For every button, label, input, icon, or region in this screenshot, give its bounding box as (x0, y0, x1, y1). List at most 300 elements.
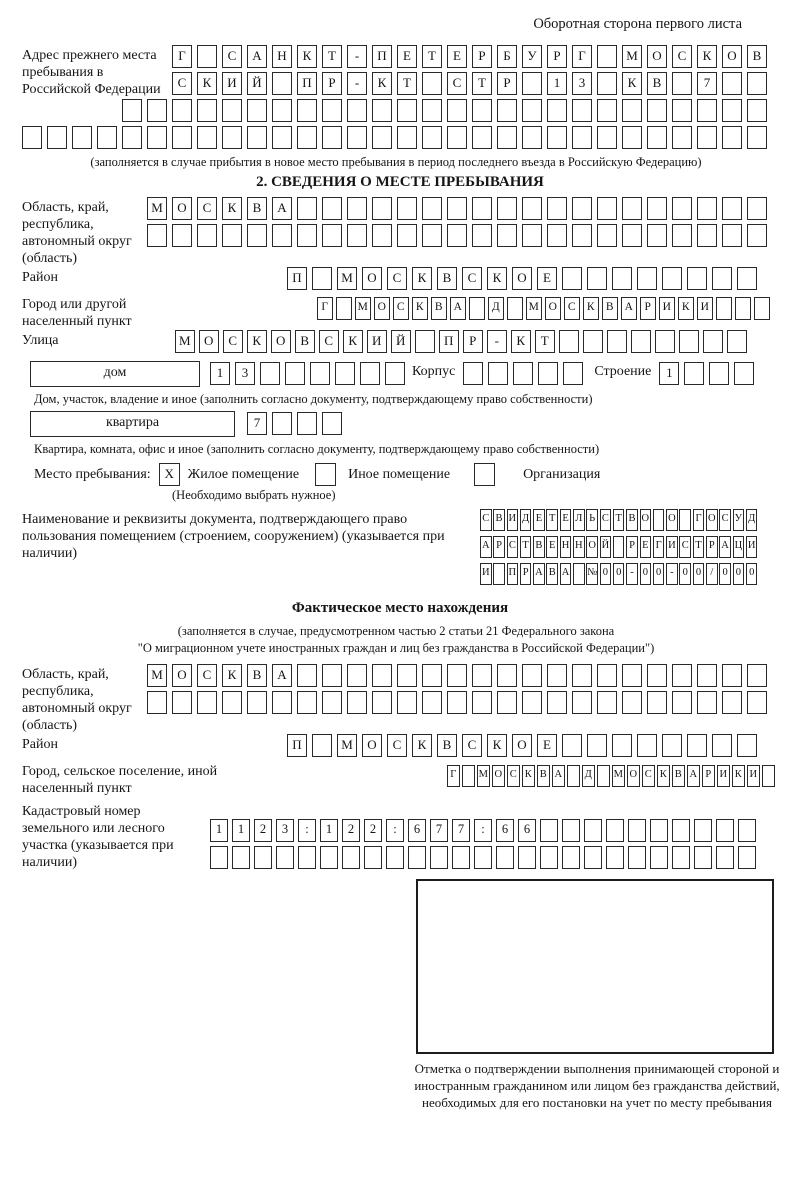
char-cell-filled[interactable]: 0 (613, 563, 625, 585)
char-cell-filled[interactable]: В (437, 734, 457, 757)
char-cell-empty[interactable] (452, 846, 470, 869)
char-cell-empty[interactable] (322, 197, 342, 220)
char-cell-empty[interactable] (584, 846, 602, 869)
char-cell-filled[interactable]: К (412, 734, 432, 757)
char-cell-empty[interactable] (513, 362, 533, 385)
char-cell-empty[interactable] (488, 362, 508, 385)
char-cell-empty[interactable] (322, 126, 342, 149)
char-cell-empty[interactable] (335, 362, 355, 385)
char-cell-empty[interactable] (472, 691, 492, 714)
char-cell-empty[interactable] (297, 99, 317, 122)
char-cell-empty[interactable] (272, 99, 292, 122)
char-cell-filled[interactable]: В (647, 72, 667, 95)
char-cell-empty[interactable] (572, 224, 592, 247)
char-cell-empty[interactable] (606, 846, 624, 869)
char-cell-filled[interactable]: К (372, 72, 392, 95)
char-cell-empty[interactable] (385, 362, 405, 385)
char-cell-empty[interactable] (597, 691, 617, 714)
char-cell-filled[interactable]: А (533, 563, 545, 585)
char-cell-empty[interactable] (538, 362, 558, 385)
char-cell-filled[interactable]: Р (706, 536, 718, 558)
char-cell-empty[interactable] (497, 197, 517, 220)
char-cell-empty[interactable] (697, 691, 717, 714)
char-cell-empty[interactable] (572, 99, 592, 122)
char-cell-empty[interactable] (622, 99, 642, 122)
char-cell-empty[interactable] (386, 846, 404, 869)
char-cell-filled[interactable]: : (386, 819, 404, 842)
char-cell-empty[interactable] (408, 846, 426, 869)
char-cell-filled[interactable]: С (679, 536, 691, 558)
char-cell-filled[interactable]: Т (397, 72, 417, 95)
char-cell-filled[interactable]: 6 (518, 819, 536, 842)
char-cell-empty[interactable] (272, 126, 292, 149)
char-cell-filled[interactable]: К (732, 765, 745, 787)
char-cell-empty[interactable] (738, 819, 756, 842)
char-cell-empty[interactable] (607, 330, 627, 353)
char-cell-empty[interactable] (547, 691, 567, 714)
char-cell-filled[interactable]: И (747, 765, 760, 787)
char-cell-empty[interactable] (716, 297, 732, 320)
char-cell-empty[interactable] (637, 267, 657, 290)
char-cell-empty[interactable] (347, 691, 367, 714)
char-cell-empty[interactable] (647, 197, 667, 220)
char-cell-empty[interactable] (672, 846, 690, 869)
char-cell-filled[interactable]: Т (613, 509, 625, 531)
char-cell-filled[interactable]: Д (488, 297, 504, 320)
char-cell-empty[interactable] (197, 126, 217, 149)
char-cell-empty[interactable] (762, 765, 775, 787)
char-cell-empty[interactable] (662, 267, 682, 290)
char-cell-empty[interactable] (572, 197, 592, 220)
char-cell-filled[interactable]: С (719, 509, 731, 531)
char-cell-empty[interactable] (747, 224, 767, 247)
char-cell-filled[interactable]: 1 (320, 819, 338, 842)
char-cell-filled[interactable]: П (297, 72, 317, 95)
char-cell-empty[interactable] (563, 362, 583, 385)
char-cell-empty[interactable] (322, 691, 342, 714)
char-cell-empty[interactable] (320, 846, 338, 869)
char-cell-filled[interactable]: 0 (733, 563, 745, 585)
char-cell-filled[interactable]: К (343, 330, 363, 353)
char-cell-filled[interactable]: Т (322, 45, 342, 68)
char-cell-filled[interactable]: 0 (719, 563, 731, 585)
char-cell-empty[interactable] (722, 224, 742, 247)
char-cell-empty[interactable] (722, 72, 742, 95)
char-cell-filled[interactable]: И (367, 330, 387, 353)
char-cell-filled[interactable]: П (439, 330, 459, 353)
char-cell-filled[interactable]: : (298, 819, 316, 842)
char-cell-empty[interactable] (285, 362, 305, 385)
char-cell-filled[interactable]: М (147, 664, 167, 687)
char-cell-filled[interactable]: 6 (496, 819, 514, 842)
char-cell-empty[interactable] (672, 99, 692, 122)
char-cell-empty[interactable] (297, 197, 317, 220)
char-cell-filled[interactable]: В (295, 330, 315, 353)
char-cell-empty[interactable] (628, 846, 646, 869)
char-cell-filled[interactable]: 1 (210, 819, 228, 842)
char-cell-filled[interactable]: Г (653, 536, 665, 558)
char-cell-empty[interactable] (587, 734, 607, 757)
char-cell-filled[interactable]: А (719, 536, 731, 558)
char-cell-empty[interactable] (754, 297, 770, 320)
char-cell-filled[interactable]: Ц (733, 536, 745, 558)
char-cell-filled[interactable]: К (622, 72, 642, 95)
char-cell-empty[interactable] (472, 99, 492, 122)
char-cell-empty[interactable] (694, 846, 712, 869)
char-cell-empty[interactable] (722, 664, 742, 687)
char-cell-filled[interactable]: Д (582, 765, 595, 787)
char-cell-empty[interactable] (172, 224, 192, 247)
char-cell-empty[interactable] (463, 362, 483, 385)
char-cell-filled[interactable]: - (487, 330, 507, 353)
char-cell-filled[interactable]: 0 (640, 563, 652, 585)
char-cell-empty[interactable] (562, 734, 582, 757)
char-cell-empty[interactable] (422, 224, 442, 247)
char-cell-filled[interactable]: А (480, 536, 492, 558)
char-cell-filled[interactable]: С (387, 267, 407, 290)
char-cell-filled[interactable]: Р (322, 72, 342, 95)
char-cell-empty[interactable] (72, 126, 92, 149)
char-cell-empty[interactable] (650, 846, 668, 869)
char-cell-filled[interactable]: С (507, 536, 519, 558)
char-cell-empty[interactable] (197, 99, 217, 122)
char-cell-empty[interactable] (272, 224, 292, 247)
char-cell-empty[interactable] (147, 126, 167, 149)
char-cell-filled[interactable]: Е (537, 267, 557, 290)
char-cell-filled[interactable]: Й (600, 536, 612, 558)
char-cell-empty[interactable] (606, 819, 624, 842)
char-cell-filled[interactable]: С (462, 734, 482, 757)
char-cell-empty[interactable] (567, 765, 580, 787)
char-cell-empty[interactable] (322, 99, 342, 122)
char-cell-empty[interactable] (647, 126, 667, 149)
char-cell-empty[interactable] (397, 197, 417, 220)
char-cell-empty[interactable] (297, 664, 317, 687)
char-cell-filled[interactable]: О (666, 509, 678, 531)
char-cell-empty[interactable] (197, 691, 217, 714)
char-cell-empty[interactable] (272, 412, 292, 435)
char-cell-empty[interactable] (697, 664, 717, 687)
char-cell-empty[interactable] (397, 99, 417, 122)
char-cell-empty[interactable] (687, 734, 707, 757)
char-cell-empty[interactable] (260, 362, 280, 385)
char-cell-empty[interactable] (647, 99, 667, 122)
char-cell-filled[interactable]: В (247, 197, 267, 220)
char-cell-filled[interactable]: С (197, 664, 217, 687)
char-cell-filled[interactable]: В (602, 297, 618, 320)
char-cell-filled[interactable]: Т (422, 45, 442, 68)
char-cell-empty[interactable] (518, 846, 536, 869)
char-cell-filled[interactable]: Р (520, 563, 532, 585)
char-cell-empty[interactable] (447, 197, 467, 220)
char-cell-empty[interactable] (522, 691, 542, 714)
char-cell-filled[interactable]: И (666, 536, 678, 558)
char-cell-empty[interactable] (583, 330, 603, 353)
char-cell-empty[interactable] (547, 224, 567, 247)
char-cell-filled[interactable]: П (372, 45, 392, 68)
char-cell-filled[interactable]: 1 (547, 72, 567, 95)
char-cell-empty[interactable] (397, 224, 417, 247)
char-cell-empty[interactable] (597, 72, 617, 95)
char-cell-empty[interactable] (360, 362, 380, 385)
char-cell-filled[interactable]: Е (397, 45, 417, 68)
char-cell-filled[interactable]: О (172, 664, 192, 687)
char-cell-empty[interactable] (647, 664, 667, 687)
char-cell-filled[interactable]: Т (693, 536, 705, 558)
char-cell-empty[interactable] (597, 224, 617, 247)
char-cell-filled[interactable]: С (387, 734, 407, 757)
char-cell-empty[interactable] (447, 99, 467, 122)
char-cell-empty[interactable] (222, 691, 242, 714)
char-cell-filled[interactable]: С (172, 72, 192, 95)
char-cell-filled[interactable]: К (297, 45, 317, 68)
char-cell-empty[interactable] (312, 267, 332, 290)
char-cell-filled[interactable]: 3 (572, 72, 592, 95)
char-cell-empty[interactable] (97, 126, 117, 149)
char-cell-filled[interactable]: С (480, 509, 492, 531)
char-cell-empty[interactable] (347, 224, 367, 247)
char-cell-filled[interactable]: Н (573, 536, 585, 558)
char-cell-filled[interactable]: 1 (659, 362, 679, 385)
char-cell-empty[interactable] (474, 846, 492, 869)
char-cell-filled[interactable]: И (222, 72, 242, 95)
char-cell-filled[interactable]: А (560, 563, 572, 585)
char-cell-filled[interactable]: Р (493, 536, 505, 558)
char-cell-filled[interactable]: Г (317, 297, 333, 320)
char-cell-filled[interactable]: К (197, 72, 217, 95)
char-cell-empty[interactable] (562, 267, 582, 290)
char-cell-filled[interactable]: 7 (430, 819, 448, 842)
char-cell-empty[interactable] (422, 72, 442, 95)
char-cell-empty[interactable] (738, 846, 756, 869)
char-cell-filled[interactable]: В (626, 509, 638, 531)
char-cell-filled[interactable]: 7 (697, 72, 717, 95)
char-cell-filled[interactable]: Е (640, 536, 652, 558)
char-cell-empty[interactable] (712, 734, 732, 757)
char-cell-filled[interactable]: О (627, 765, 640, 787)
char-cell-filled[interactable]: К (487, 267, 507, 290)
char-cell-empty[interactable] (364, 846, 382, 869)
char-cell-filled[interactable]: В (437, 267, 457, 290)
char-cell-filled[interactable]: К (583, 297, 599, 320)
char-cell-empty[interactable] (547, 99, 567, 122)
char-cell-empty[interactable] (722, 99, 742, 122)
char-cell-empty[interactable] (297, 691, 317, 714)
char-cell-empty[interactable] (679, 509, 691, 531)
char-cell-filled[interactable]: М (526, 297, 542, 320)
char-cell-empty[interactable] (372, 691, 392, 714)
char-cell-filled[interactable]: С (507, 765, 520, 787)
char-cell-empty[interactable] (522, 126, 542, 149)
char-cell-filled[interactable]: Р (702, 765, 715, 787)
char-cell-empty[interactable] (540, 819, 558, 842)
char-cell-empty[interactable] (612, 734, 632, 757)
char-cell-empty[interactable] (347, 197, 367, 220)
char-cell-empty[interactable] (735, 297, 751, 320)
char-cell-filled[interactable]: С (447, 72, 467, 95)
char-cell-empty[interactable] (415, 330, 435, 353)
stay-type-checkbox-inoe[interactable] (315, 463, 336, 486)
char-cell-filled[interactable]: О (374, 297, 390, 320)
char-cell-filled[interactable]: С (462, 267, 482, 290)
char-cell-empty[interactable] (372, 664, 392, 687)
char-cell-filled[interactable]: К (412, 267, 432, 290)
char-cell-empty[interactable] (447, 664, 467, 687)
char-cell-filled[interactable]: И (507, 509, 519, 531)
char-cell-filled[interactable]: 6 (408, 819, 426, 842)
char-cell-empty[interactable] (697, 197, 717, 220)
char-cell-filled[interactable]: 3 (235, 362, 255, 385)
char-cell-empty[interactable] (612, 267, 632, 290)
char-cell-filled[interactable]: 7 (247, 412, 267, 435)
char-cell-empty[interactable] (347, 664, 367, 687)
char-cell-empty[interactable] (572, 664, 592, 687)
char-cell-empty[interactable] (747, 197, 767, 220)
char-cell-empty[interactable] (747, 664, 767, 687)
char-cell-empty[interactable] (422, 197, 442, 220)
char-cell-filled[interactable]: М (355, 297, 371, 320)
char-cell-filled[interactable]: Г (693, 509, 705, 531)
char-cell-filled[interactable]: Е (447, 45, 467, 68)
char-cell-filled[interactable]: 0 (653, 563, 665, 585)
char-cell-empty[interactable] (747, 99, 767, 122)
char-cell-empty[interactable] (472, 224, 492, 247)
char-cell-empty[interactable] (522, 197, 542, 220)
char-cell-filled[interactable]: В (493, 509, 505, 531)
char-cell-empty[interactable] (647, 224, 667, 247)
char-cell-empty[interactable] (722, 126, 742, 149)
char-cell-empty[interactable] (22, 126, 42, 149)
char-cell-empty[interactable] (684, 362, 704, 385)
char-cell-filled[interactable]: К (522, 765, 535, 787)
char-cell-filled[interactable]: П (287, 734, 307, 757)
char-cell-filled[interactable]: Е (537, 734, 557, 757)
char-cell-empty[interactable] (522, 72, 542, 95)
char-cell-filled[interactable]: 0 (746, 563, 758, 585)
char-cell-empty[interactable] (584, 819, 602, 842)
char-cell-filled[interactable]: В (546, 563, 558, 585)
char-cell-empty[interactable] (497, 224, 517, 247)
char-cell-filled[interactable]: М (175, 330, 195, 353)
char-cell-filled[interactable]: О (362, 267, 382, 290)
char-cell-empty[interactable] (496, 846, 514, 869)
char-cell-empty[interactable] (672, 819, 690, 842)
stay-type-checkbox-zhiloe[interactable]: X (159, 463, 180, 486)
char-cell-empty[interactable] (709, 362, 729, 385)
char-cell-filled[interactable]: Ь (586, 509, 598, 531)
char-cell-empty[interactable] (747, 72, 767, 95)
char-cell-filled[interactable]: И (659, 297, 675, 320)
char-cell-empty[interactable] (672, 197, 692, 220)
char-cell-filled[interactable]: 0 (600, 563, 612, 585)
char-cell-filled[interactable]: Т (535, 330, 555, 353)
char-cell-filled[interactable]: 7 (452, 819, 470, 842)
char-cell-empty[interactable] (573, 563, 585, 585)
char-cell-empty[interactable] (672, 691, 692, 714)
char-cell-empty[interactable] (628, 819, 646, 842)
char-cell-empty[interactable] (493, 563, 505, 585)
char-cell-empty[interactable] (547, 664, 567, 687)
char-cell-empty[interactable] (597, 99, 617, 122)
char-cell-filled[interactable]: А (272, 197, 292, 220)
char-cell-filled[interactable]: Е (546, 536, 558, 558)
char-cell-filled[interactable]: И (480, 563, 492, 585)
char-cell-empty[interactable] (562, 819, 580, 842)
char-cell-empty[interactable] (672, 224, 692, 247)
char-cell-empty[interactable] (497, 126, 517, 149)
char-cell-empty[interactable] (322, 224, 342, 247)
char-cell-empty[interactable] (722, 197, 742, 220)
char-cell-empty[interactable] (430, 846, 448, 869)
char-cell-filled[interactable]: С (223, 330, 243, 353)
char-cell-empty[interactable] (222, 224, 242, 247)
char-cell-empty[interactable] (347, 99, 367, 122)
char-cell-empty[interactable] (727, 330, 747, 353)
char-cell-empty[interactable] (247, 99, 267, 122)
char-cell-filled[interactable]: - (666, 563, 678, 585)
char-cell-filled[interactable]: Т (520, 536, 532, 558)
char-cell-filled[interactable]: К (247, 330, 267, 353)
char-cell-empty[interactable] (422, 691, 442, 714)
char-cell-filled[interactable]: / (706, 563, 718, 585)
char-cell-empty[interactable] (422, 126, 442, 149)
char-cell-filled[interactable]: Г (572, 45, 592, 68)
char-cell-filled[interactable]: С (197, 197, 217, 220)
char-cell-filled[interactable]: П (287, 267, 307, 290)
char-cell-filled[interactable]: А (621, 297, 637, 320)
char-cell-empty[interactable] (172, 691, 192, 714)
char-cell-empty[interactable] (222, 126, 242, 149)
char-cell-empty[interactable] (522, 99, 542, 122)
char-cell-empty[interactable] (597, 126, 617, 149)
char-cell-empty[interactable] (272, 72, 292, 95)
char-cell-filled[interactable]: В (431, 297, 447, 320)
char-cell-empty[interactable] (647, 691, 667, 714)
char-cell-empty[interactable] (298, 846, 316, 869)
char-cell-empty[interactable] (522, 664, 542, 687)
char-cell-empty[interactable] (694, 819, 712, 842)
char-cell-filled[interactable]: Д (520, 509, 532, 531)
char-cell-empty[interactable] (232, 846, 250, 869)
char-cell-filled[interactable]: О (722, 45, 742, 68)
char-cell-empty[interactable] (572, 126, 592, 149)
char-cell-filled[interactable]: 1 (232, 819, 250, 842)
char-cell-filled[interactable]: М (337, 734, 357, 757)
char-cell-filled[interactable]: - (626, 563, 638, 585)
char-cell-empty[interactable] (672, 664, 692, 687)
char-cell-empty[interactable] (47, 126, 67, 149)
char-cell-empty[interactable] (497, 99, 517, 122)
char-cell-filled[interactable]: : (474, 819, 492, 842)
char-cell-filled[interactable]: 2 (342, 819, 360, 842)
char-cell-empty[interactable] (276, 846, 294, 869)
char-cell-empty[interactable] (310, 362, 330, 385)
char-cell-empty[interactable] (422, 99, 442, 122)
char-cell-filled[interactable]: Л (573, 509, 585, 531)
char-cell-empty[interactable] (462, 765, 475, 787)
char-cell-filled[interactable]: У (733, 509, 745, 531)
char-cell-filled[interactable]: А (687, 765, 700, 787)
char-cell-filled[interactable]: М (337, 267, 357, 290)
char-cell-filled[interactable]: М (477, 765, 490, 787)
char-cell-empty[interactable] (297, 412, 317, 435)
char-cell-filled[interactable]: М (622, 45, 642, 68)
char-cell-filled[interactable]: С (564, 297, 580, 320)
char-cell-empty[interactable] (672, 72, 692, 95)
char-cell-filled[interactable]: С (319, 330, 339, 353)
char-cell-filled[interactable]: К (222, 664, 242, 687)
char-cell-empty[interactable] (447, 691, 467, 714)
